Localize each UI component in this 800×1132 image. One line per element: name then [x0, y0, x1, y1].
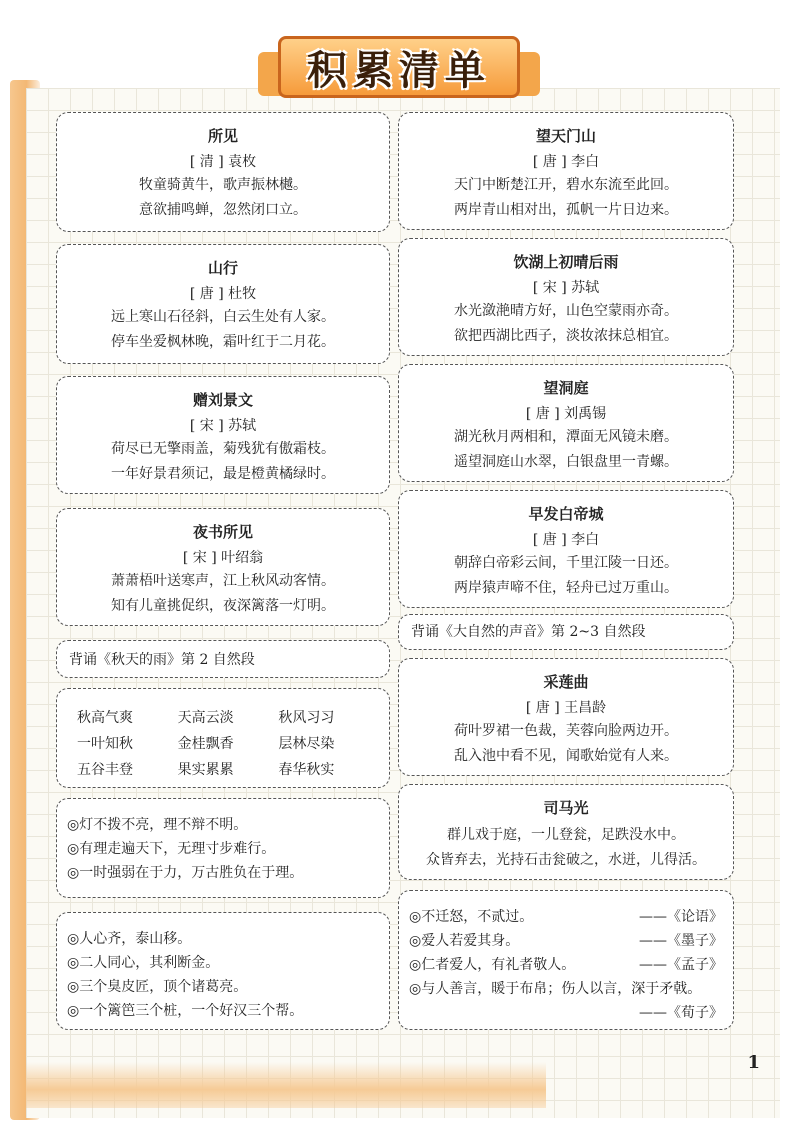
poem-line: 湖光秋月两相和，潭面无风镜未磨。: [454, 429, 678, 445]
saying: ◎灯不拨不亮，理不辩不明。: [67, 817, 248, 833]
poem-title: 所见: [207, 127, 238, 145]
quote-source: ——《墨子》: [639, 933, 723, 949]
quote-text: ◎爱人若爱其身。: [409, 933, 520, 949]
story-line: 群儿戏于庭，一儿登瓮，足跌没水中。: [447, 827, 685, 843]
title-banner: [258, 32, 540, 104]
idiom: 天高云淡: [177, 710, 234, 726]
poem-title: 夜书所见: [192, 523, 253, 541]
poem-card-yinhushang: [398, 238, 734, 356]
poem-line: 停车坐爱枫林晚，霜叶红于二月花。: [111, 334, 335, 350]
story-card-simaguang: [398, 784, 734, 880]
sayings-list: [57, 799, 389, 885]
poem-line: 遥望洞庭山水翠，白银盘里一青螺。: [454, 454, 678, 470]
story-title: 司马光: [543, 799, 589, 817]
poem-card-zengliujingwen: [56, 376, 390, 494]
poem-title: 早发白帝城: [528, 505, 604, 523]
poem-line: 荷叶罗裙一色裁，芙蓉向脸两边开。: [454, 723, 678, 739]
story-line: 众皆弃去，光持石击瓮破之，水迸，儿得活。: [426, 852, 706, 868]
poem-line: 水光潋滟晴方好，山色空蒙雨亦奇。: [454, 303, 678, 319]
poem-card-yeshusuojian: [56, 508, 390, 626]
poem-card-shanxing: [56, 244, 390, 364]
poem-author: [ 唐 ] 王昌龄: [525, 700, 607, 716]
poem-author: [ 宋 ] 叶绍翁: [182, 550, 264, 566]
poem-card-wangdongting: [398, 364, 734, 482]
idiom: 金桂飘香: [177, 736, 234, 752]
sayings-card-reason: [56, 798, 390, 898]
poem-author: [ 唐 ] 李白: [532, 154, 600, 170]
idioms-card: [56, 688, 390, 788]
poem-title: 饮湖上初晴后雨: [513, 253, 619, 271]
poem-card-zaofabaidicheng: [398, 490, 734, 608]
poem-line: 牧童骑黄牛，歌声振林樾。: [139, 177, 307, 193]
idiom: 果实累累: [177, 762, 234, 778]
quote-source: ——《孟子》: [639, 957, 723, 973]
quote-text: ◎不迁怒，不贰过。: [409, 909, 534, 925]
poem-author: [ 唐 ] 刘禹锡: [525, 406, 607, 422]
idiom: 五谷丰登: [77, 762, 133, 778]
recite-task-left: [56, 640, 390, 678]
recite-text: 背诵《秋天的雨》第 2 自然段: [69, 652, 255, 668]
idiom: 一叶知秋: [77, 736, 133, 752]
saying: ◎一时强弱在于力，万古胜负在于理。: [67, 865, 304, 881]
saying: ◎三个臭皮匠，顶个诸葛亮。: [67, 979, 248, 995]
idioms-grid: [57, 689, 389, 781]
poem-line: 乱入池中看不见，闻歌始觉有人来。: [454, 748, 678, 764]
page-title: 积累清单: [307, 47, 491, 94]
orange-bottom-decoration: [26, 1062, 546, 1108]
poem-line: 天门中断楚江开，碧水东流至此回。: [454, 177, 678, 193]
saying: ◎一个篱笆三个桩，一个好汉三个帮。: [67, 1003, 304, 1019]
quote-source: ——《论语》: [639, 909, 723, 925]
poem-line: 两岸猿声啼不住，轻舟已过万重山。: [454, 580, 678, 596]
banner-plate: [278, 36, 520, 98]
quotes-card: [398, 890, 734, 1030]
idiom: 秋高气爽: [77, 710, 133, 726]
recite-task-right: [398, 614, 734, 650]
poem-author: [ 清 ] 袁枚: [189, 154, 257, 170]
quote-row: [409, 953, 723, 977]
quote-source: ——《荀子》: [639, 1005, 723, 1021]
poem-line: 意欲捕鸣蝉，忽然闭口立。: [139, 202, 307, 218]
poem-title: 望天门山: [535, 127, 596, 145]
poem-author: [ 唐 ] 李白: [532, 532, 600, 548]
poem-author: [ 宋 ] 苏轼: [189, 418, 257, 434]
poem-line: 荷尽已无擎雨盖，菊残犹有傲霜枝。: [111, 441, 335, 457]
sayings-list: [57, 913, 389, 1023]
idiom: 春华秋实: [278, 762, 335, 778]
recite-text: 背诵《大自然的声音》第 2~3 自然段: [411, 624, 646, 640]
poem-title: 赠刘景文: [192, 391, 253, 409]
quote-text: ◎仁者爱人，有礼者敬人。: [409, 957, 576, 973]
saying: ◎有理走遍天下，无理寸步难行。: [67, 841, 276, 857]
saying: ◎人心齐，泰山移。: [67, 931, 192, 947]
quote-text: ◎与人善言，暖于布帛；伤人以言，深于矛戟。: [409, 981, 702, 997]
poem-line: 萧萧梧叶送寒声，江上秋风动客情。: [111, 573, 335, 589]
poem-author: [ 唐 ] 杜牧: [189, 286, 257, 302]
saying: ◎二人同心，其利断金。: [67, 955, 220, 971]
idiom: 秋风习习: [278, 710, 335, 726]
quotes-list: [399, 891, 733, 1025]
poem-card-suojian: [56, 112, 390, 232]
poem-line: 知有儿童挑促织，夜深篱落一灯明。: [111, 598, 335, 614]
poem-card-cailianqu: [398, 658, 734, 776]
poem-title: 山行: [207, 259, 238, 277]
quote-row: [409, 929, 723, 953]
sayings-card-unity: [56, 912, 390, 1030]
poem-card-wangtianmenshan: [398, 112, 734, 230]
poem-line: 欲把西湖比西子，淡妆浓抹总相宜。: [454, 328, 678, 344]
poem-title: 采莲曲: [543, 673, 589, 691]
poem-line: 两岸青山相对出，孤帆一片日边来。: [454, 202, 678, 218]
poem-line: 远上寒山石径斜，白云生处有人家。: [111, 309, 335, 325]
page-number: 1: [747, 1052, 760, 1073]
poem-title: 望洞庭: [543, 379, 589, 397]
poem-author: [ 宋 ] 苏轼: [532, 280, 600, 296]
poem-line: 一年好景君须记，最是橙黄橘绿时。: [111, 466, 335, 482]
quote-row: [409, 905, 723, 929]
idiom: 层林尽染: [278, 736, 335, 752]
poem-line: 朝辞白帝彩云间，千里江陵一日还。: [454, 555, 678, 571]
